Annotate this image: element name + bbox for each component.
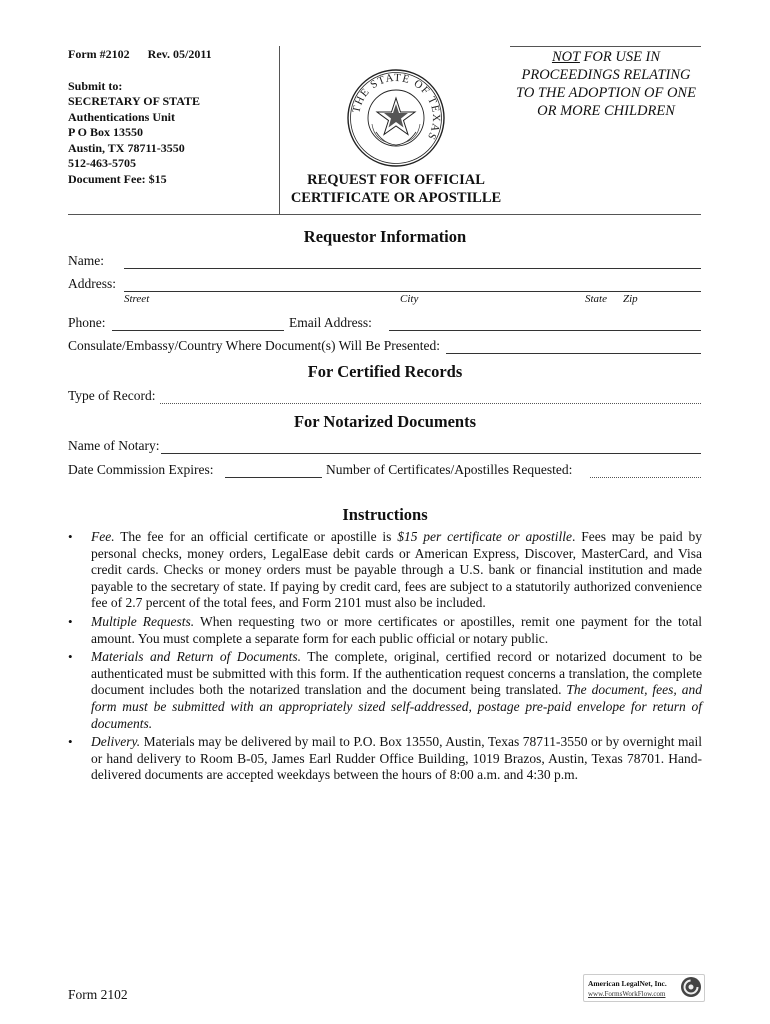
instructions-list <box>68 529 702 786</box>
record-type-row <box>68 388 701 404</box>
instruction-materials <box>91 649 702 732</box>
city-state-zip: Austin, TX 78711-3550 <box>68 140 185 155</box>
vendor-logo-icon <box>680 976 702 998</box>
notary-row <box>68 438 701 454</box>
street-sublabel: Street <box>124 293 150 305</box>
delivery-title: Delivery. <box>91 734 141 750</box>
address-field[interactable] <box>124 278 701 292</box>
name-field[interactable] <box>124 255 701 269</box>
commission-row <box>68 462 701 478</box>
consulate-row <box>68 338 701 354</box>
texas-state-seal <box>346 68 446 168</box>
footer-form-number: Form 2102 <box>68 987 128 1002</box>
notarized-heading: For Notarized Documents <box>293 412 477 431</box>
delivery-text: Materials may be delivered by mail to P.O. Box 13550, Austin, Texas 78711-3550 or by overnight mail or hand delivery to Room B-05, James Earl Rudder Office Building, 1019 Brazos, Austin, Texas 78701. Hand-delivered documents are accepted weekdays between the hours of 8:00 a.m. and 4:30 p.m. <box>91 734 702 783</box>
instruction-multiple <box>91 614 702 647</box>
header-bottom-rule <box>68 214 701 215</box>
submit-to-label: Submit to: <box>68 78 123 93</box>
record-type-label: Type of Record: <box>68 388 156 403</box>
vendor-url[interactable]: www.FormsWorkFlow.com <box>588 990 666 998</box>
multiple-title: Multiple Requests. <box>91 613 195 629</box>
state-sublabel: State <box>585 293 607 305</box>
materials-title: Materials and Return of Documents. <box>91 649 301 665</box>
email-label: Email Address: <box>289 315 372 330</box>
requestor-heading: Requestor Information <box>303 227 467 246</box>
notary-label: Name of Notary: <box>68 438 160 453</box>
notice-line2: PROCEEDINGS RELATING <box>521 67 691 83</box>
materials-text: The complete, original, certified record or notarized document to be authenticated must be submitted with this form. If the authentication request concerns a translation, the complete document includes both the notarized translation and the document being translated. <box>91 649 702 698</box>
title-line1: REQUEST FOR OFFICIAL <box>307 172 485 188</box>
fee-title: Fee. <box>91 529 115 544</box>
notice-line1: FOR USE IN <box>579 49 661 65</box>
certified-heading: For Certified Records <box>307 362 463 381</box>
fee-price: $15 per certificate or apostille <box>397 529 573 544</box>
notice-not: NOT <box>551 49 580 65</box>
materials-italic: The document, fees, and form must be submitted with an appropriately sized self-addressed, postage pre-paid envelope for return of documents. <box>91 682 702 731</box>
multiple-text: When requesting two or more certificates or apostilles, remit one payment for the total amount. You must complete a separate form for each public official or notary public. <box>91 613 702 646</box>
seal-ring-text: THE STATE OF TEXAS <box>350 71 443 143</box>
consulate-field[interactable] <box>446 340 701 354</box>
document-fee: Document Fee: $15 <box>68 171 167 186</box>
vendor-name: American LegalNet, Inc. <box>588 979 667 988</box>
form-revision: Rev. 05/2011 <box>147 47 212 61</box>
phone-email-row <box>68 315 701 331</box>
phone-number: 512-463-5705 <box>68 156 136 170</box>
instruction-fee <box>91 529 702 612</box>
po-box: P O Box 13550 <box>68 125 144 139</box>
title-line2: CERTIFICATE OR APOSTILLE <box>290 190 502 206</box>
agency-name: SECRETARY OF STATE <box>68 94 201 108</box>
city-sublabel: City <box>400 293 419 305</box>
address-label: Address: <box>68 276 116 291</box>
notice-line3: TO THE ADOPTION OF ONE <box>516 85 696 101</box>
consulate-label: Consulate/Embassy/Country Where Document(s) Will Be Presented: <box>68 338 441 353</box>
commission-label: Date Commission Expires: <box>68 462 214 477</box>
notice-line4: OR MORE CHILDREN <box>537 103 675 119</box>
commission-field[interactable] <box>225 464 322 478</box>
name-label: Name: <box>68 253 104 268</box>
seal-icon <box>346 68 446 168</box>
zip-sublabel: Zip <box>623 293 638 305</box>
count-label: Number of Certificates/Apostilles Requested: <box>326 462 573 477</box>
submission-info <box>68 47 212 187</box>
fee-text-a: The fee for an official certificate or apostille is <box>114 529 398 544</box>
vendor-badge[interactable] <box>583 974 705 1002</box>
instruction-delivery <box>91 734 702 784</box>
notary-field[interactable] <box>161 440 701 454</box>
record-type-field[interactable] <box>160 390 701 404</box>
form-number: Form #2102 <box>68 47 130 61</box>
usage-notice <box>508 48 704 120</box>
phone-field[interactable] <box>112 317 284 331</box>
address-row <box>68 276 701 292</box>
name-row <box>68 253 701 269</box>
fee-text-b: . Fees may be paid by personal checks, money orders, LegalEase debit cards or American Express, Discover, MasterCard, and Visa credit cards. Checks or money orders must be payable through a U.S. bank or financial institution and made payable to the secretary of state. If paying by credit card, fees are subject to a statutorily authorized convenience fee of 2.7 percent of the total fees, and Form 2101 must also be included. <box>91 529 702 611</box>
header-top-rule <box>510 46 701 47</box>
phone-label: Phone: <box>68 315 106 330</box>
unit-name: Authentications Unit <box>68 109 176 124</box>
email-field[interactable] <box>389 317 701 331</box>
instructions-heading: Instructions <box>342 505 428 524</box>
count-field[interactable] <box>590 464 701 478</box>
form-title <box>280 171 512 207</box>
